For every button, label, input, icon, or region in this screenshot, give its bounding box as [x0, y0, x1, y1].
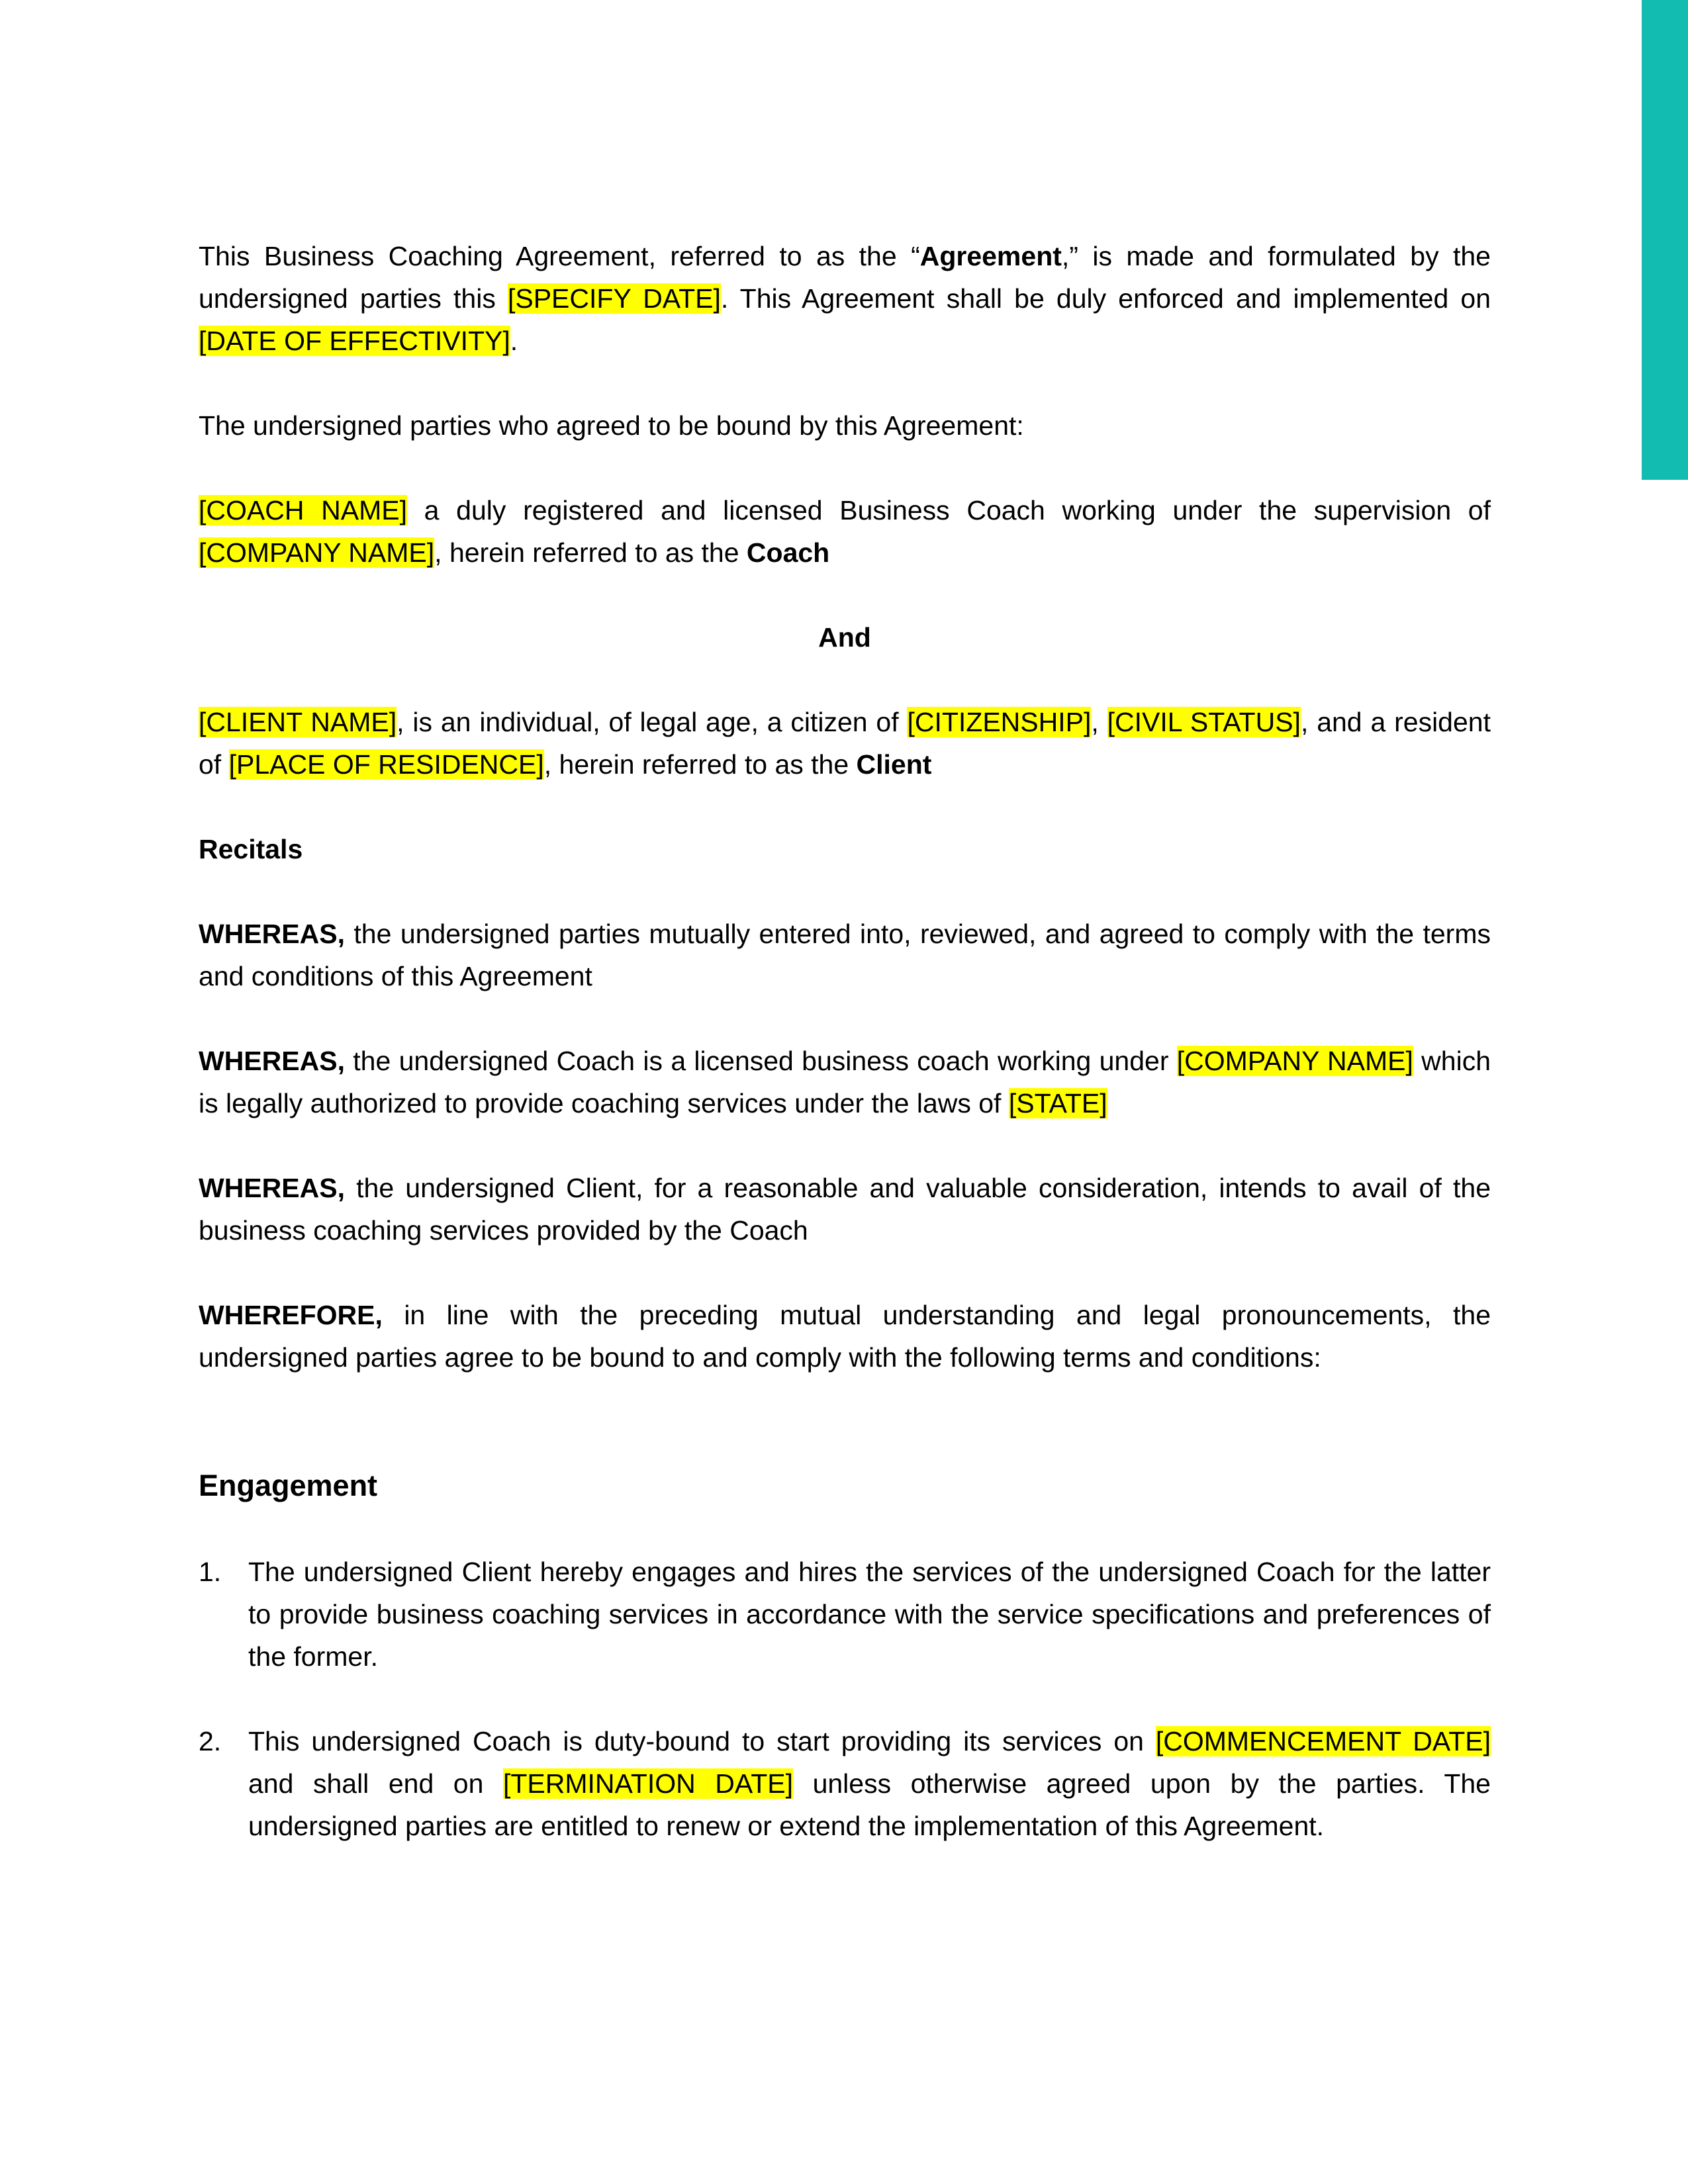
client-text: , is an individual, of legal age, a citizen of: [397, 707, 908, 737]
list-number: 1.: [199, 1557, 222, 1587]
whereas-paragraph-1: [199, 913, 1491, 997]
intro-text: ,” is made and formulated by the undersigned parties this: [199, 241, 1491, 314]
coach-name-placeholder: [COACH NAME]: [199, 495, 407, 525]
list-item-text: and shall end on: [248, 1768, 503, 1799]
recitals-heading-text: Recitals: [199, 834, 303, 864]
specify-date-placeholder: [SPECIFY DATE]: [507, 283, 721, 314]
commencement-date-placeholder: [COMMENCEMENT DATE]: [1155, 1726, 1491, 1756]
intro-text: . This Agreement shall be duly enforced and implemented on: [720, 283, 1491, 314]
wherefore-lead: WHEREFORE,: [199, 1300, 383, 1330]
parties-intro: The undersigned parties who agreed to be bound by this Agreement:: [199, 410, 1024, 441]
recitals-heading: [199, 828, 1491, 870]
whereas-paragraph-2: [199, 1040, 1491, 1124]
client-text: , and a resident of: [199, 707, 1491, 780]
document-page: [199, 235, 1491, 1847]
whereas-text: the undersigned Client, for a reasonable and valuable consideration, intends to avail of the business coaching services provided by the Coach: [199, 1173, 1491, 1246]
engagement-heading: Engagement: [199, 1469, 378, 1502]
engagement-list: [199, 1551, 1491, 1847]
and-label: And: [818, 622, 871, 653]
civil-status-placeholder: [CIVIL STATUS]: [1107, 707, 1301, 737]
place-of-residence-placeholder: [PLACE OF RESIDENCE]: [228, 749, 544, 780]
list-item-text: The undersigned Client hereby engages and hires the services of the undersigned Coach for the latter to provide business coaching services in accordance with the service specifications and preferences of the former.: [248, 1557, 1491, 1672]
state-placeholder: [STATE]: [1008, 1088, 1107, 1118]
coach-term: Coach: [746, 537, 830, 568]
coach-paragraph: [199, 489, 1491, 574]
list-item: [199, 1720, 1491, 1847]
client-text: ,: [1091, 707, 1107, 737]
whereas-lead: WHEREAS,: [199, 919, 345, 949]
and-separator: [199, 616, 1491, 659]
list-item: [199, 1551, 1491, 1678]
whereas-text: which is legally authorized to provide coaching services under the laws of: [199, 1046, 1491, 1118]
client-paragraph: [199, 701, 1491, 786]
whereas-paragraph-3: [199, 1167, 1491, 1251]
client-term: Client: [856, 749, 932, 780]
client-name-placeholder: [CLIENT NAME]: [199, 707, 397, 737]
date-of-effectivity-placeholder: [DATE OF EFFECTIVITY]: [199, 326, 510, 356]
intro-text: .: [510, 326, 518, 356]
termination-date-placeholder: [TERMINATION DATE]: [502, 1768, 794, 1799]
wherefore-text: in line with the preceding mutual understanding and legal pronouncements, the undersigned parties agree to be bound to and comply with the following terms and conditions:: [199, 1300, 1491, 1373]
whereas-text: the undersigned Coach is a licensed business coach working under: [344, 1046, 1177, 1076]
client-text: , herein referred to as the: [543, 749, 857, 780]
accent-bar: [1642, 0, 1688, 480]
agreement-term: Agreement: [919, 241, 1062, 271]
company-name-placeholder: [COMPANY NAME]: [199, 537, 435, 568]
list-item-text: unless otherwise agreed upon by the parties. The undersigned parties are entitled to renew or extend the implementation of this Agreement.: [248, 1768, 1491, 1841]
whereas-lead: WHEREAS,: [199, 1046, 345, 1076]
wherefore-paragraph: [199, 1294, 1491, 1379]
whereas-lead: WHEREAS,: [199, 1173, 345, 1203]
coach-text: a duly registered and licensed Business Coach working under the supervision of: [407, 495, 1491, 525]
intro-text: This Business Coaching Agreement, referred to as the “: [199, 241, 920, 271]
list-number: 2.: [199, 1726, 222, 1756]
list-item-text: This undersigned Coach is duty-bound to start providing its services on: [248, 1726, 1156, 1756]
coach-text: , herein referred to as the: [434, 537, 747, 568]
whereas-text: the undersigned parties mutually entered into, reviewed, and agreed to comply with the terms and conditions of this Agreement: [199, 919, 1491, 991]
intro-paragraph: [199, 235, 1491, 362]
citizenship-placeholder: [CITIZENSHIP]: [907, 707, 1092, 737]
company-name-placeholder: [COMPANY NAME]: [1176, 1046, 1413, 1076]
